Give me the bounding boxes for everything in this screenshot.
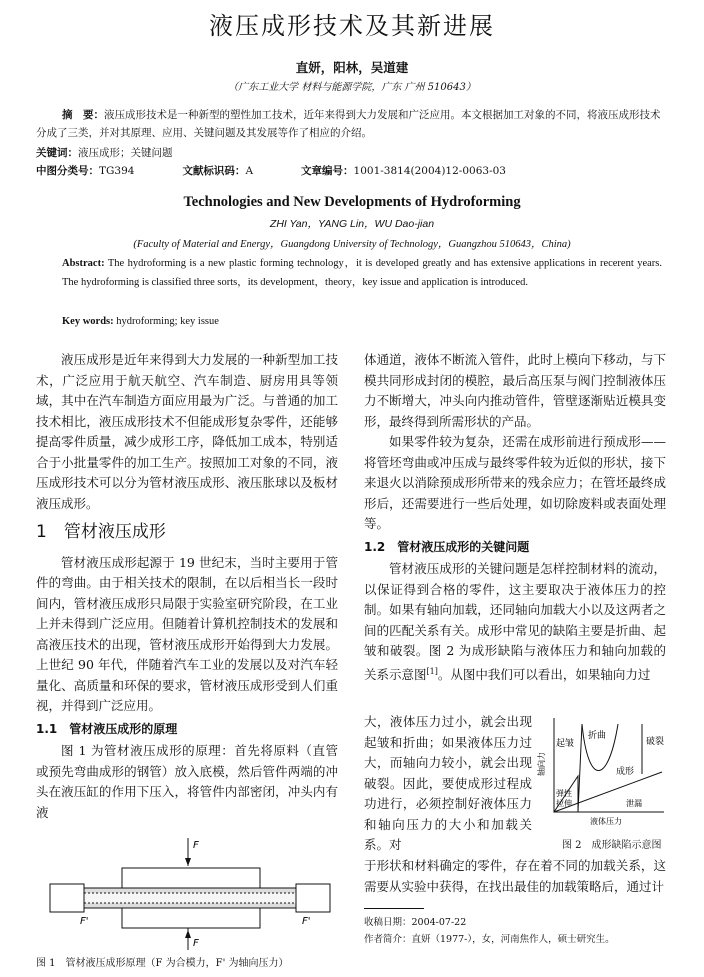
axial-force-right-label: F' (302, 916, 311, 927)
doc-label: 文献标识码： (182, 165, 246, 177)
burst-label: 破裂 (646, 737, 665, 747)
figure-1-diagram (40, 838, 340, 950)
section-1-paragraph: 管材液压成形起源于 19 世纪末，当时主要用于管件的弯曲。由于相关技术的限制，在以后相当长一段时间内，管材液压成形只局限于实验室研究阶段，在工业上并未得到广泛应用。但随着计算机控制技术的发展和高液压技术的出现，管材液压成形开始得到大力发展。上世纪 90 年代，伴随着汽车工业的发展以及对汽车轻量化、高质量和环保的要求，管材液压成形受到人们重视，并得到广泛应用。 (36, 554, 338, 713)
author-bio: 作者简介：直妍（1977-），女，河南焦作人，硕士研究生。 (364, 934, 615, 945)
section-1-1-heading: 1.1 管材液压成形的原理 (36, 721, 178, 736)
paper-title: 液压成形技术及其新进展 (209, 12, 495, 40)
y-axis-label: 轴向力 (537, 752, 546, 776)
abstract-label: 摘 要： (62, 109, 104, 121)
english-abstract-text: The hydroforming is a new plastic forming technology，it is developed greatly and has extensive applications in recerent years. The hydroforming is classified three sorts，its development，theory，key issue and application is introduced. (62, 258, 662, 288)
english-title: Technologies and New Developments of Hydroforming (183, 194, 521, 210)
force-label-bottom: F (193, 938, 199, 949)
right-column-bottom (364, 856, 666, 897)
right-paragraph-4: 大，液体压力过小，就会出现起皱和折曲；如果液体压力过大，而轴向力较小，就会出现破裂。因此，要使成形过程成功进行，必须控制好液体压力和轴向压力的大小和加载关系。对 (364, 714, 532, 852)
wrinkle-boundary (578, 724, 582, 812)
classification-line (36, 162, 556, 180)
right-paragraph-2: 如果零件较为复杂，还需在成形前进行预成形——将管坯弯曲或冲压成与最终零件较为近似的形状，接下来退火以消除预成形所带来的残余应力；在管坯最终成形后，还需要进行一些后处理，如切除废料或表面处理等。 (364, 434, 666, 531)
intro-paragraph: 液压成形是近年来得到大力发展的一种新型加工技术，广泛应用于航天航空、汽车制造、厨房用具等领域，其中在汽车制造方面应用最为广泛。与普通的加工技术相比，液压成形技术不但能成形复杂零件，还能够提高零件质量，减少成形工序，降低加工成本，特别适合于小批量零件的加工生产。按照加工对象的不同，液压成形技术可以分为管材液压成形、液压胀球以及板材液压成形。 (36, 352, 338, 511)
clc-value: TG394 (99, 165, 135, 177)
force-label-top: F (193, 840, 199, 851)
english-abstract-label: Abstract: (62, 258, 105, 269)
fluid-channel (80, 893, 300, 903)
figure-1-caption: 图 1 管材液压成形原理（F 为合模力，F' 为轴向压力） (36, 958, 289, 969)
article-value: 1001-3814(2004)12-0063-03 (353, 165, 506, 177)
right-paragraph-3-end: 。从图中我们可以看出，如果轴向力过 (437, 666, 651, 682)
right-paragraph-3-text: 管材液压成形的关键问题是怎样控制材料的流动，以保证得到合格的零件，这主要取决于液体压力的控制。如果有轴向加载，还同轴向加载大小以及这两者之间的匹配关系有关。成形中常见的缺陷主要是折曲、起皱和破裂。图 2 为成形缺陷与液体压力和轴向加载的关系示意图 (364, 561, 666, 682)
english-keywords-text: hydroforming; key issue (116, 316, 219, 327)
footnotes (364, 914, 674, 948)
section-1-heading: 1 管材液压成形 (36, 522, 166, 542)
figure-2-caption: 图 2 成形缺陷示意图 (562, 840, 662, 851)
right-column-wrap (364, 712, 532, 856)
left-column (36, 350, 338, 823)
article-label: 文章编号： (301, 165, 354, 177)
leak-label: 泄漏 (626, 799, 642, 808)
english-keywords (62, 316, 219, 327)
citation-ref: [1] (426, 666, 438, 676)
right-paragraph-3 (364, 559, 666, 685)
english-authors: ZHI Yan，YANG Lin，WU Dao-jian (269, 218, 435, 230)
right-column-top (364, 350, 666, 685)
elastic-label-1: 弹性 (556, 789, 572, 798)
right-paragraph-5: 于形状和材料确定的零件，存在着不同的加载关系，这需要从实验中获得，在找出最佳的加载策略后，通过计 (364, 858, 666, 894)
doc-value: A (245, 165, 254, 177)
keywords-text: 液压成形；关键问题 (78, 147, 173, 159)
right-punch (296, 884, 330, 912)
english-keywords-label: Key words: (62, 316, 114, 327)
authors: 直妍，阳林，吴道建 (295, 60, 409, 75)
elastic-label-2: 拉伸 (556, 799, 572, 808)
forming-label: 成形 (616, 767, 635, 777)
abstract-cn (36, 106, 666, 142)
section-1-2-heading: 1.2 管材液压成形的关键问题 (364, 539, 530, 554)
english-abstract (62, 254, 662, 292)
arrow-head-top (185, 858, 191, 866)
keywords-label: 关键词： (36, 147, 78, 159)
footnote-rule (364, 908, 424, 909)
buckle-label: 折曲 (588, 731, 607, 741)
left-punch (50, 884, 84, 912)
clc-label: 中图分类号： (36, 165, 99, 177)
affiliation: （广东工业大学 材料与能源学院，广东 广州 510643） (228, 82, 476, 93)
arrow-head-bottom (185, 930, 191, 938)
figure-2-diagram (538, 716, 668, 826)
x-axis-label: 液体压力 (590, 817, 622, 826)
right-paragraph-1: 体通道，液体不断流入管件，此时上模向下移动，与下模共同形成封闭的模腔，最后高压泵与阀门控制液体压力不断增大，冲头向内推动管件，管壁逐渐贴近模具变形，最终得到所需形状的产品。 (364, 352, 666, 429)
keywords-cn (36, 144, 666, 162)
wrinkle-label: 起皱 (556, 739, 575, 749)
english-affiliation: (Faculty of Material and Energy，Guangdong University of Technology，Guangzhou 510643，China) (133, 239, 571, 250)
received-date: 收稿日期：2004-07-22 (364, 917, 467, 928)
axial-force-left-label: F' (80, 916, 89, 927)
abstract-text: 液压成形技术是一种新型的塑性加工技术，近年来得到大力发展和广泛应用。本文根据加工对象的不同，将液压成形技术分成了三类，并对其原理、应用、关键问题及其发展等作了相应的介绍。 (36, 109, 661, 139)
section-1-1-paragraph: 图 1 为管材液压成形的原理：首先将原料（直管或预先弯曲成形的钢管）放入底模，然后管件两端的冲头在液压缸的作用下压入，将管件内部密闭，冲头内有液 (36, 743, 338, 820)
